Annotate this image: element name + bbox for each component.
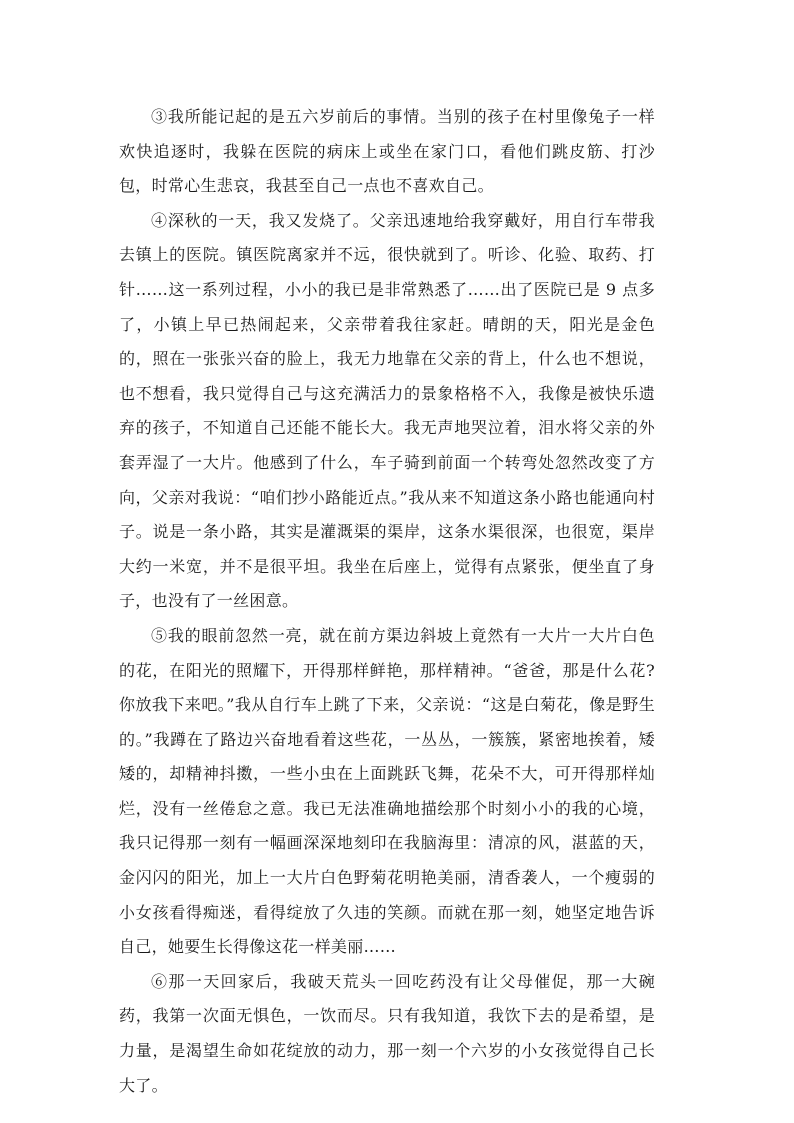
paragraph-5: ⑤我的眼前忽然一亮，就在前方渠边斜坡上竟然有一大片一大片白色的花，在阳光的照耀下，开得那样鲜艳，那样精神。“爸爸，那是什么花?你放我下来吧。”我从自行车上跳了下来，父亲说：“这是白菊花，像是野生的。”我蹲在了路边兴奋地看着这些花，一丛丛，一簇簇，紧密地挨着，矮矮的，却精神抖擞，一些小虫在上面跳跃飞舞，花朵不大，可开得那样灿烂，没有一丝倦怠之意。我已无法准确地描绘那个时刻小小的我的心境，我只记得那一刻有一幅画深深地刻印在我脑海里：清凉的风，湛蓝的天，金闪闪的阳光，加上一大片白色野菊花明艳美丽，清香袭人，一个瘦弱的小女孩看得痴迷，看得绽放了久违的笑颜。而就在那一刻，她坚定地告诉自己，她要生长得像这花一样美丽…… bbox=[119, 625, 655, 957]
paragraph-4: ④深秋的一天，我又发烧了。父亲迅速地给我穿戴好，用自行车带我去镇上的医院。镇医院离家并不远，很快就到了。听诊、化验、取药、打针……这一系列过程，小小的我已是非常熟悉了……出了医院已是 9 点多了，小镇上早已热闹起来，父亲带着我往家赶。晴朗的天，阳光是金色的，照在一张张兴奋的脸上，我无力地靠在父亲的背上，什么也不想说，也不想看，我只觉得自己与这充满活力的景象格格不入，我像是被快乐遗弃的孩子，不知道自己还能不能长大。我无声地哭泣着，泪水将父亲的外套弄湿了一大片。他感到了什么，车子骑到前面一个转弯处忽然改变了方向，父亲对我说：“咱们抄小路能近点。”我从来不知道这条小路也能通向村子。说是一条小路，其实是灌溉渠的渠岸，这条水渠很深，也很宽，渠岸大约一米宽，并不是很平坦。我坐在后座上，觉得有点紧张，便坐直了身子，也没有了一丝困意。 bbox=[119, 210, 655, 611]
paragraph-6: ⑥那一天回家后，我破天荒头一回吃药没有让父母催促，那一大碗药，我第一次面无惧色，一饮而尽。只有我知道，我饮下去的是希望，是力量，是渴望生命如花绽放的动力，那一刻一个六岁的小女孩觉得自己长大了。 bbox=[119, 971, 655, 1095]
article-body bbox=[119, 100, 655, 1103]
paragraph-3: ③我所能记起的是五六岁前后的事情。当别的孩子在村里像兔子一样欢快追逐时，我躲在医院的病床上或坐在家门口，看他们跳皮筋、打沙包，时常心生悲哀，我甚至自己一点也不喜欢自己。 bbox=[119, 107, 655, 196]
